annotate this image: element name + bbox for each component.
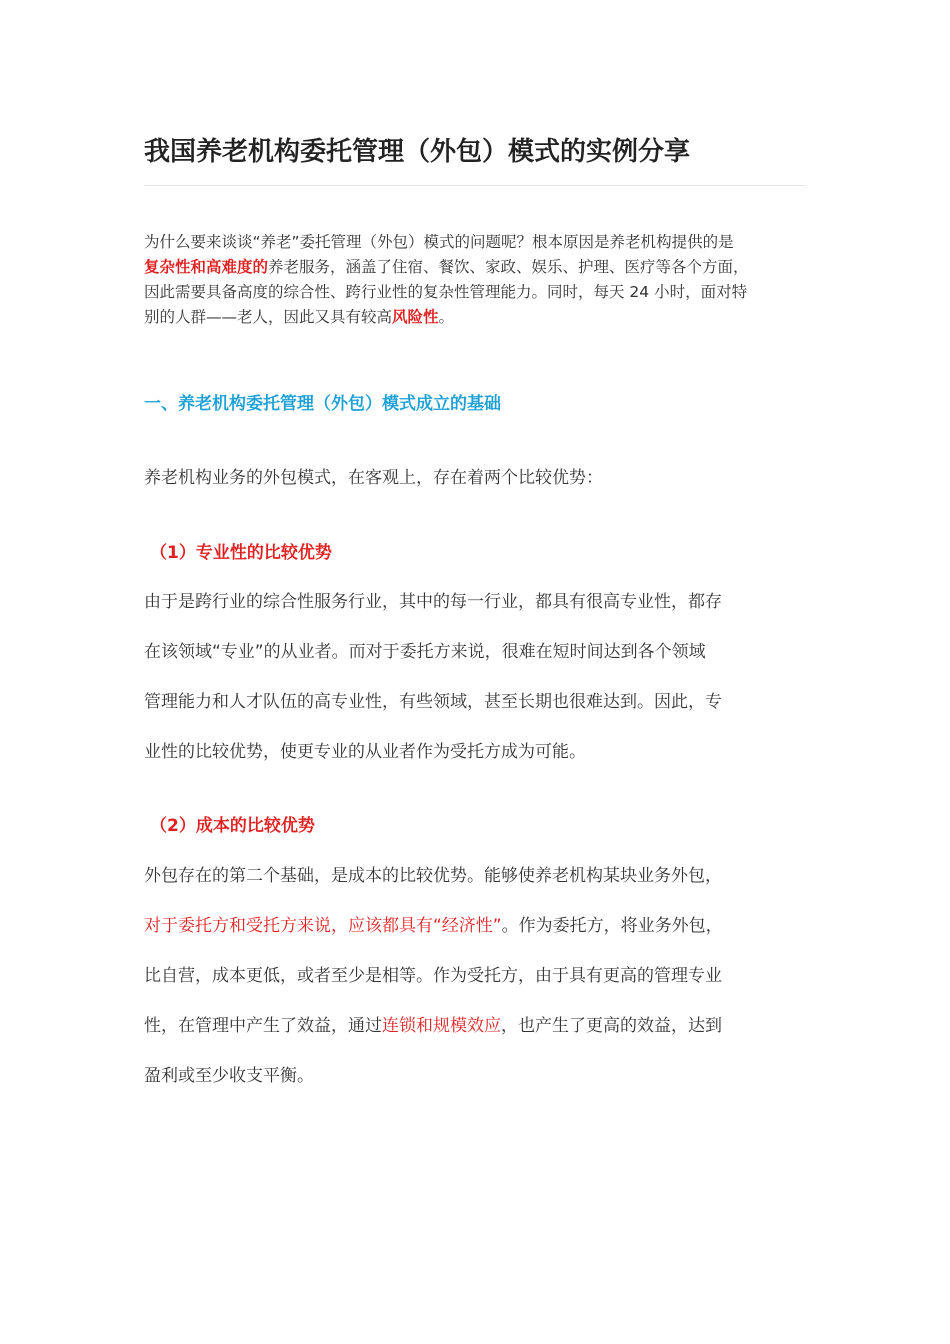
subheading-cost: （2）成本的比较优势 bbox=[150, 816, 315, 836]
paragraph-line-text: 。作为委托方，将业务外包， bbox=[501, 916, 723, 936]
intro-line-4-text: 别的人群——老人，因此又具有较高 bbox=[144, 308, 393, 326]
intro-line-4-end: 。 bbox=[438, 308, 455, 326]
paragraph-professional bbox=[144, 577, 806, 777]
paragraph-line bbox=[144, 901, 806, 951]
paragraph-line: 在该领域“专业”的从业者。而对于委托方来说，很难在短时间达到各个领域 bbox=[144, 642, 706, 662]
cost-highlight-scale: 连锁和规模效应 bbox=[382, 1016, 501, 1036]
section-lead: 养老机构业务的外包模式，在客观上，存在着两个比较优势： bbox=[144, 468, 603, 488]
cost-highlight-economy: 对于委托方和受托方来说，应该都具有“经济性” bbox=[144, 916, 502, 936]
intro-line-4 bbox=[144, 305, 806, 330]
paragraph-line: 外包存在的第二个基础，是成本的比较优势。能够使养老机构某块业务外包， bbox=[144, 866, 722, 886]
paragraph-cost bbox=[144, 851, 806, 1101]
section-heading: 一、养老机构委托管理（外包）模式成立的基础 bbox=[144, 394, 501, 414]
intro-line-1: 为什么要来谈谈“养老”委托管理（外包）模式的问题呢？根本原因是养老机构提供的是 bbox=[144, 233, 734, 251]
intro-line-2 bbox=[144, 255, 806, 280]
intro-line-2-text: 养老服务，涵盖了住宿、餐饮、家政、娱乐、护理、医疗等各个方面， bbox=[268, 258, 749, 276]
subheading-professional: （1）专业性的比较优势 bbox=[150, 543, 332, 563]
intro-highlight-complexity: 复杂性和高难度的 bbox=[144, 258, 269, 276]
title-divider bbox=[144, 185, 806, 186]
paragraph-line: 由于是跨行业的综合性服务行业，其中的每一行业，都具有很高专业性，都存 bbox=[144, 592, 722, 612]
intro-line-3: 因此需要具备高度的综合性、跨行业性的复杂性管理能力。同时，每天 24 小时，面对特 bbox=[144, 283, 748, 301]
document-title: 我国养老机构委托管理（外包）模式的实例分享 bbox=[144, 137, 691, 167]
paragraph-line-text: 性，在管理中产生了效益，通过 bbox=[144, 1016, 382, 1036]
paragraph-line bbox=[144, 1001, 806, 1051]
paragraph-line: 盈利或至少收支平衡。 bbox=[144, 1066, 314, 1086]
paragraph-line: 业性的比较优势，使更专业的从业者作为受托方成为可能。 bbox=[144, 742, 586, 762]
intro-highlight-risk: 风险性 bbox=[392, 308, 439, 326]
paragraph-line: 比自营，成本更低，或者至少是相等。作为受托方，由于具有更高的管理专业 bbox=[144, 966, 722, 986]
paragraph-line: 管理能力和人才队伍的高专业性，有些领域，甚至长期也很难达到。因此，专 bbox=[144, 692, 722, 712]
intro-paragraph bbox=[144, 230, 806, 330]
paragraph-line-end: ，也产生了更高的效益，达到 bbox=[501, 1016, 722, 1036]
